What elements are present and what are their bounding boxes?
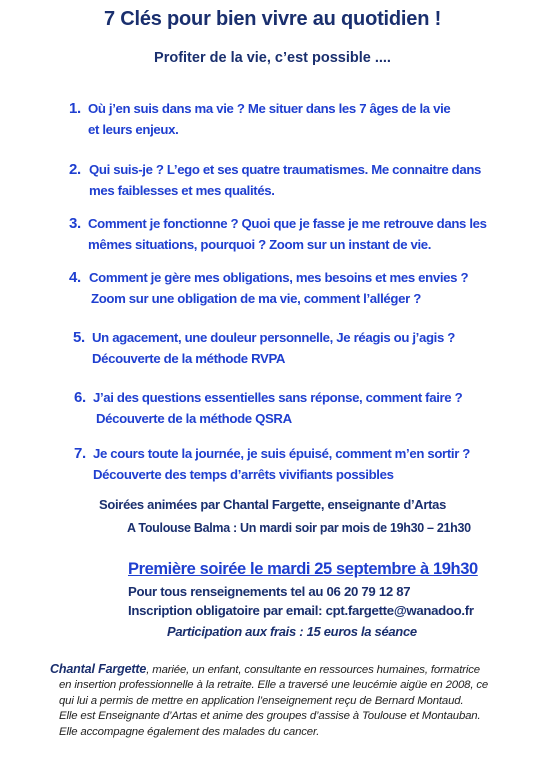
page-subtitle: Profiter de la vie, c’est possible .... xyxy=(154,50,391,66)
item-line: Découverte des temps d’arrêts vivifiants possibles xyxy=(93,467,394,482)
item-number: 3. xyxy=(69,215,81,232)
item-number: 1. xyxy=(69,100,81,117)
bio-line: Elle accompagne également des malades du cancer. xyxy=(59,725,320,738)
item-line: Un agacement, une douleur personnelle, Je réagis ou j’agis ? xyxy=(92,330,456,345)
item-line: et leurs enjeux. xyxy=(88,122,179,137)
item-line: mes faiblesses et mes qualités. xyxy=(89,183,275,198)
item-line: Qui suis-je ? L’ego et ses quatre traumatismes. Me connaitre dans xyxy=(89,162,482,177)
item-number: 4. xyxy=(69,269,81,286)
author-name: Chantal Fargette xyxy=(50,662,147,676)
bio-paragraph xyxy=(50,662,488,740)
item-line: Je cours toute la journée, je suis épuisé, comment m’en sortir ? xyxy=(93,446,470,461)
location-line: A Toulouse Balma : Un mardi soir par mois de 19h30 – 21h30 xyxy=(127,521,471,535)
item-number: 6. xyxy=(74,389,86,406)
item-line: mêmes situations, pourquoi ? Zoom sur un instant de vie. xyxy=(88,237,432,252)
bio-line: en insertion professionnelle à la retraite. Elle a traversé une leucémie aigüe en 2008, ce xyxy=(59,679,489,692)
item-line: Comment je gère mes obligations, mes besoins et mes envies ? xyxy=(89,270,469,285)
item-line: Où j’en suis dans ma vie ? Me situer dans les 7 âges de la vie xyxy=(88,101,451,116)
bio-line: Elle est Enseignante d’Artas et anime des groupes d’assise à Toulouse et Montauban. xyxy=(59,710,481,723)
page-title: 7 Clés pour bien vivre au quotidien ! xyxy=(103,8,442,30)
item-line: Découverte de la méthode RVPA xyxy=(92,351,286,366)
item-number: 5. xyxy=(73,329,85,346)
first-evening-link[interactable]: Première soirée le mardi 25 septembre à 19h30 xyxy=(128,560,478,578)
item-line: Découverte de la méthode QSRA xyxy=(96,411,292,426)
fees-line: Participation aux frais : 15 euros la séance xyxy=(167,624,417,639)
item-number: 2. xyxy=(69,161,81,178)
bio-line: qui lui a permis de mettre en application l’enseignement reçu de Bernard Montaud. xyxy=(59,694,464,707)
item-number: 7. xyxy=(74,445,86,462)
email-info: Inscription obligatoire par email: cpt.fargette@wanadoo.fr xyxy=(128,603,474,618)
bio-line: , mariée, un enfant, consultante en ressources humaines, formatrice xyxy=(146,664,480,676)
soirees-line: Soirées animées par Chantal Fargette, enseignante d’Artas xyxy=(98,497,447,512)
item-line: J’ai des questions essentielles sans réponse, comment faire ? xyxy=(93,390,463,405)
item-line: Zoom sur une obligation de ma vie, comment l’alléger ? xyxy=(91,291,421,306)
phone-info: Pour tous renseignements tel au 06 20 79 12 87 xyxy=(128,584,411,599)
item-line: Comment je fonctionne ? Quoi que je fasse je me retrouve dans les xyxy=(88,216,487,231)
